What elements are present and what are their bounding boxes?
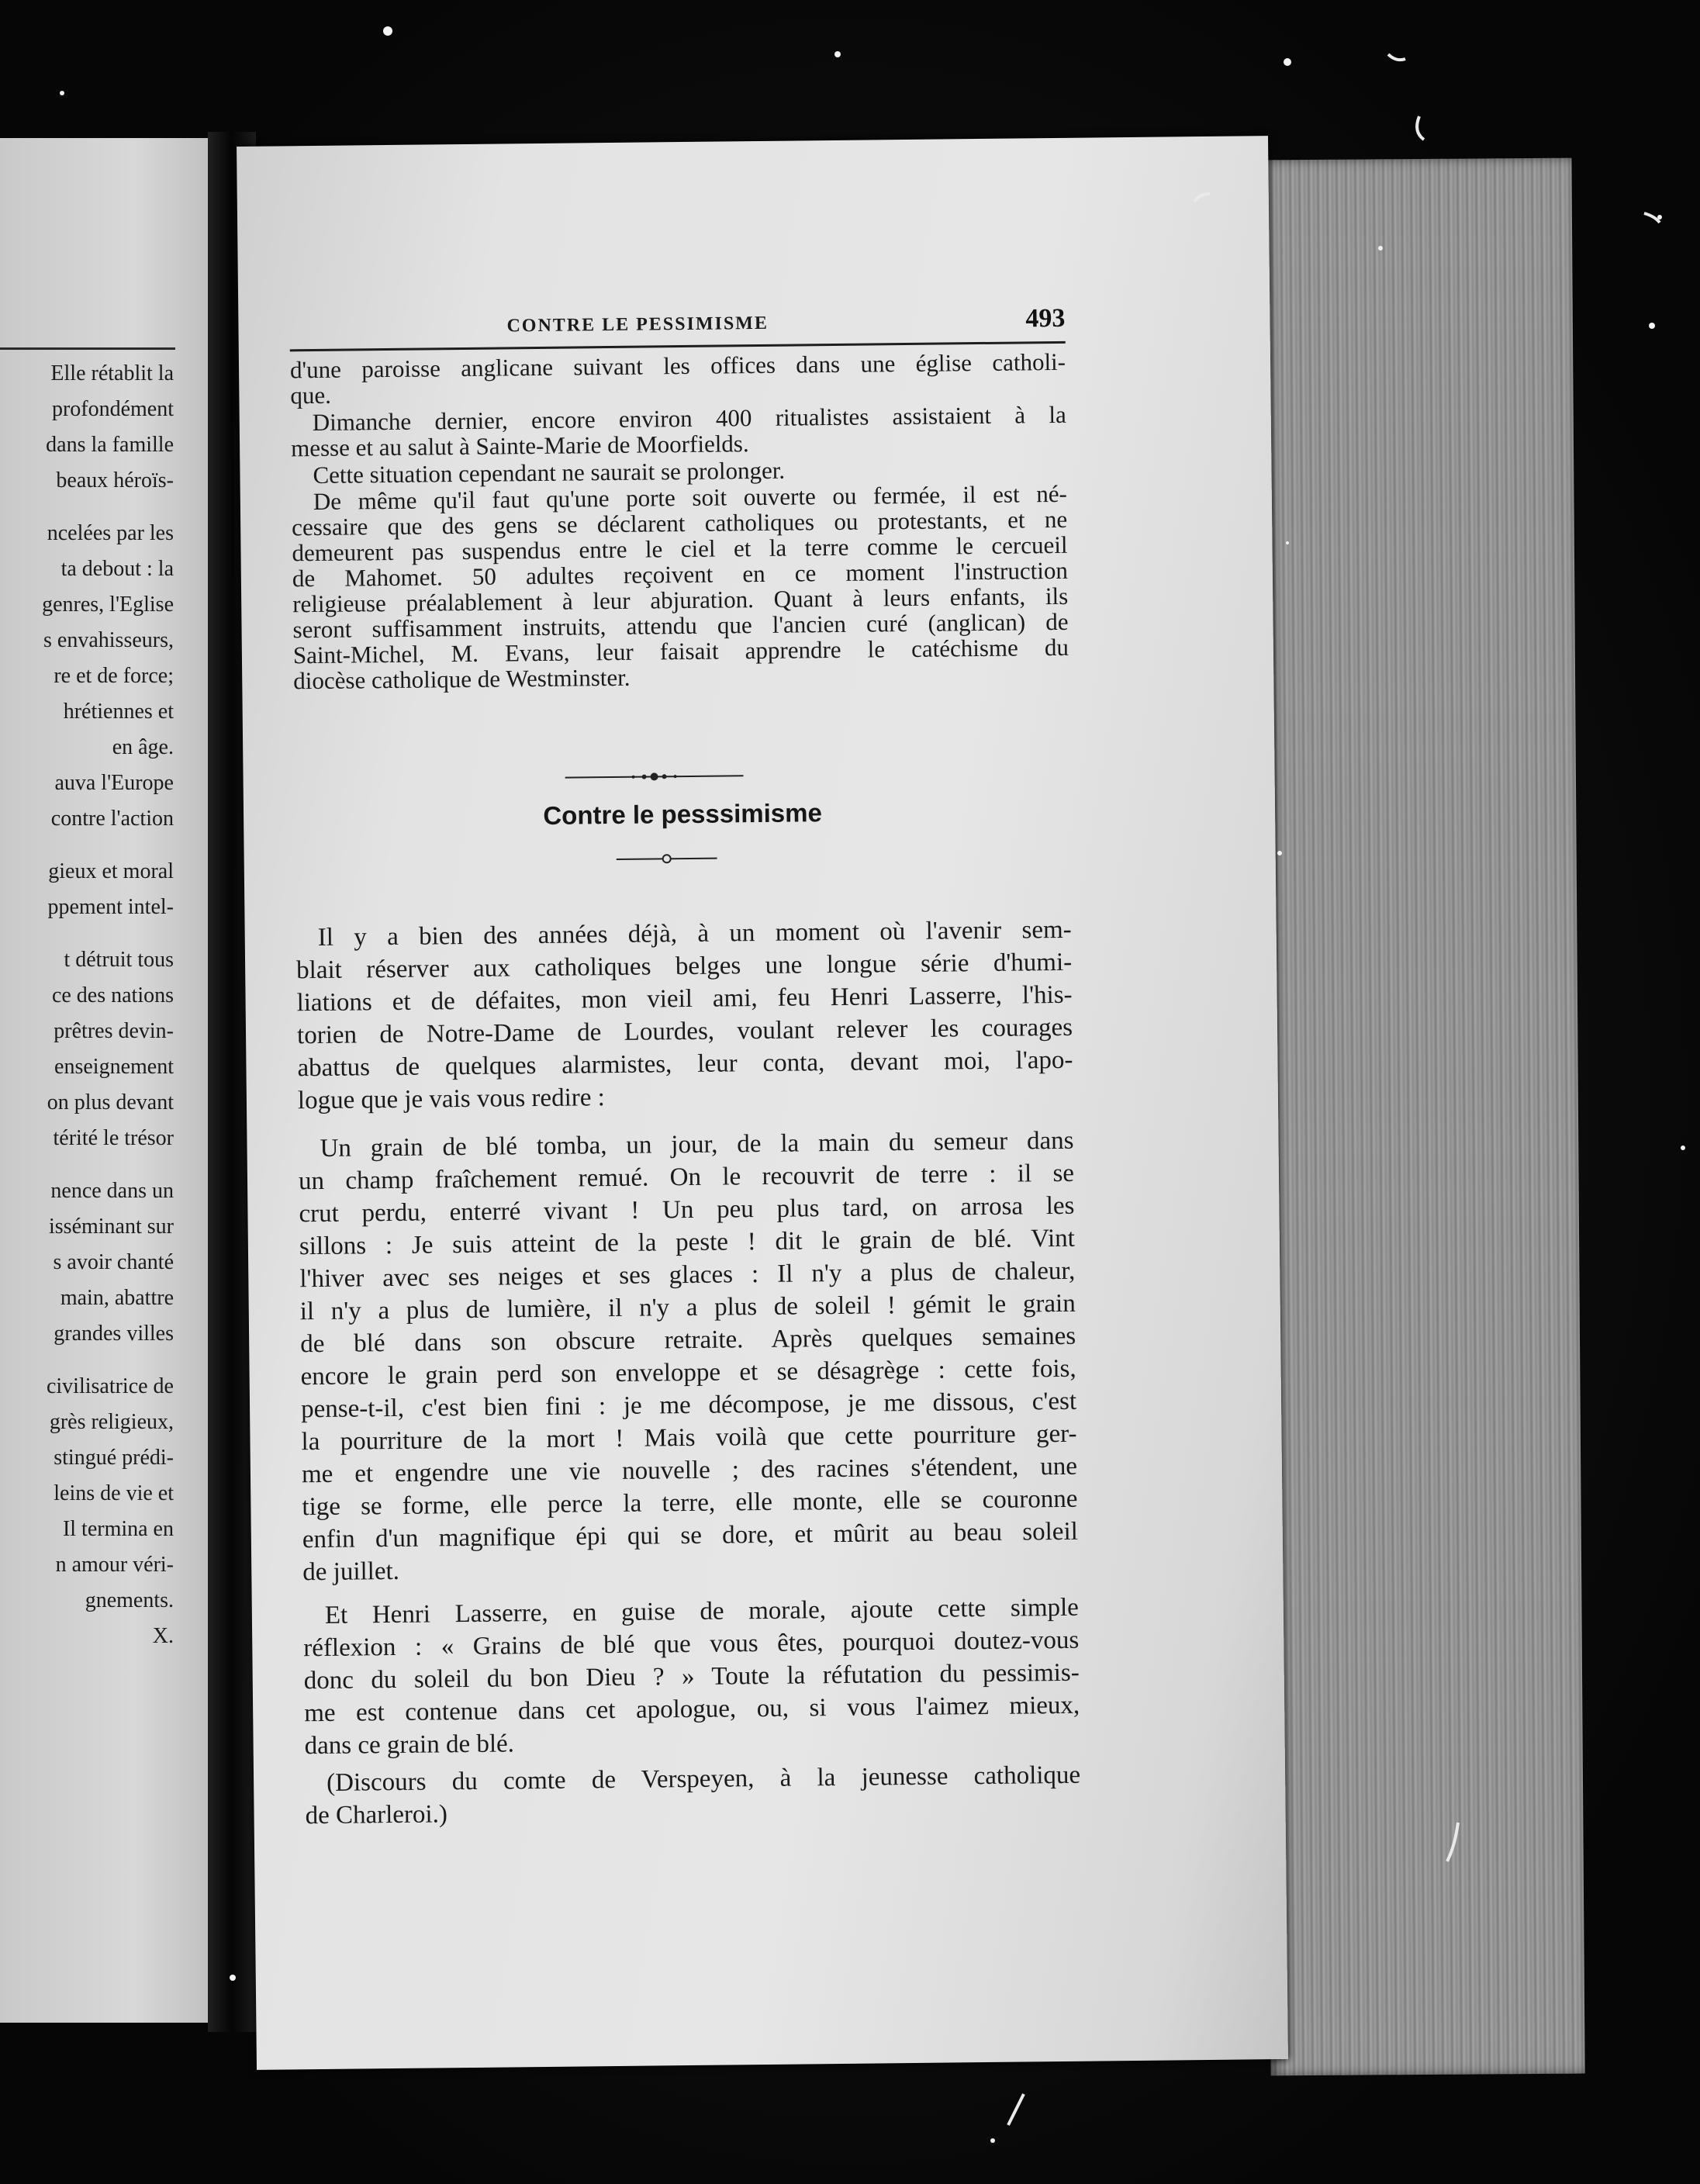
text-line: logue que je vais vous redire : [297,1083,605,1115]
left-text-line: contre l'action [50,807,174,831]
text-line: (Discours du comte de Verspeyen, à la jeunesse catholique [326,1761,1081,1797]
text-line: me est contenue dans cet apologue, ou, si vous l'aimez mieux, [304,1691,1080,1728]
left-text-line: main, abattre [60,1286,174,1310]
left-text-line: civilisatrice de [46,1374,174,1398]
text-line: encore le grain perd son enveloppe et se désagrège : cette fois, [300,1354,1076,1391]
text-line: sillons : Je suis atteint de la peste ! dit le grain de blé. Vint [299,1224,1076,1261]
text-line: donc du soleil du bon Dieu ? » Toute la réfutation du pessimis- [303,1658,1080,1695]
left-text-line: re et de force; [54,664,174,688]
left-text-line: auva l'Europe [54,771,174,795]
left-text-line: n amour véri- [55,1553,174,1577]
left-text-line: genres, l'Eglise [42,593,174,617]
left-text-line: gieux et moral [48,859,174,883]
text-line: d'une paroisse anglicane suivant les offices dans une église catholi- [289,347,1066,384]
left-text-line: beaux héroïs- [56,468,174,492]
text-line: diocèse catholique de Westminster. [293,663,631,695]
text-line: l'hiver avec ses neiges et ses glaces : Il n'y a plus de chaleur, [299,1256,1076,1294]
text-line: de Mahomet. 50 adultes reçoivent en ce moment l'instruction [292,556,1069,593]
left-text-line: Elle rétablit la [50,361,174,385]
left-text-line: stingué prédi- [54,1446,174,1470]
text-line: Saint-Michel, M. Evans, leur faisait apprendre le catéchisme du [292,633,1069,669]
text-line: Cette situation cependant ne saurait se prolonger. [313,456,786,489]
left-text-line: grès religieux, [49,1410,174,1434]
left-text-line: hrétiennes et [63,700,174,724]
text-line: messe et au salut à Sainte-Marie de Moorfields. [290,430,749,462]
left-text-line: ta debout : la [60,557,174,581]
text-line: Et Henri Lasserre, en guise de morale, ajoute cette simple [324,1593,1080,1629]
page-number: 493 [1025,303,1066,333]
text-line: Dimanche dernier, encore environ 400 ritualistes assistaient à la [312,400,1066,437]
text-line: torien de Notre-Dame de Lourdes, voulant relever les courages [296,1013,1073,1050]
text-line: me et engendre une vie nouvelle ; des racines s'étendent, une [301,1452,1078,1489]
text-line: de juillet. [302,1557,400,1587]
text-line: abattus de quelques alarmistes, leur conta, devant moi, l'apo- [297,1045,1073,1083]
text-line: dans ce grain de blé. [304,1730,515,1761]
text-line: demeurent pas suspendus entre le ciel et la terre comme le cercueil [292,530,1068,567]
text-line: De même qu'il faut qu'une porte soit ouverte ou fermée, il est né- [313,479,1067,516]
left-text-line: profondément [51,397,174,421]
left-text-line: nence dans un [50,1179,174,1203]
text-line: la pourriture de la mort ! Mais voilà que cette pourriture ger- [301,1419,1077,1457]
text-line: que. [290,381,332,410]
left-text-line: térité le trésor [53,1126,174,1150]
left-text-line: prêtres devin- [54,1019,174,1043]
left-text-line: grandes villes [54,1322,174,1346]
text-line: de blé dans son obscure retraite. Après quelques semaines [300,1322,1076,1359]
left-text-line: ce des nations [51,983,174,1007]
text-line: enfin d'un magnifique épi qui se dore, et mûrit au beau soleil [302,1517,1078,1554]
text-line: Il y a bien des années déjà, à un moment où l'avenir sem- [317,915,1072,952]
left-text-line: isséminant sur [49,1215,174,1239]
left-text-line: s envahisseurs, [43,628,174,652]
left-text-line: Il termina en [62,1517,174,1541]
left-text-line: en âge. [112,735,174,759]
text-line: un champ fraîchement remué. On le recouvrit de terre : il se [298,1159,1075,1196]
left-text-line: ppement intel- [47,895,174,919]
running-title: CONTRE LE PESSIMISME [506,313,769,337]
text-line: blait réserver aux catholiques belges une longue série d'humi- [295,948,1073,985]
text-line: seront suffisamment instruits, attendu que l'ancien curé (anglican) de [292,607,1069,644]
text-line: il n'y a plus de lumière, il n'y a plus de soleil ! gémit le grain [299,1289,1076,1326]
text-line: tige se forme, elle perce la terre, elle monte, elle se couronne [302,1484,1078,1522]
section-title: Contre le pesssimisme [543,798,823,830]
text-line: liations et de défaites, mon vieil ami, feu Henri Lasserre, l'his- [296,980,1073,1018]
left-text-line: t détruit tous [64,948,174,972]
left-text-line: s avoir chanté [53,1250,174,1274]
left-text-line: on plus devant [47,1090,174,1114]
left-text-line: X. [152,1624,174,1648]
left-text-line: enseignement [54,1055,174,1079]
left-text-line: gnements. [85,1588,174,1612]
left-text-line: ncelées par les [47,521,174,545]
left-text-line: leins de vie et [54,1481,174,1505]
text-line: pense-t-il, c'est bien fini : je me décompose, je me dissous, c'est [300,1387,1077,1424]
text-line: religieuse préalablement à leur abjuration. Quant à leurs enfants, ils [292,582,1069,618]
text-line: Un grain de blé tomba, un jour, de la main du semeur dans [320,1126,1074,1163]
text-line: de Charleroi.) [305,1800,448,1830]
text-line: réflexion : « Grains de blé que vous êtes, pourquoi doutez-vous [303,1626,1080,1663]
left-text-line: dans la famille [46,433,174,457]
text-line: crut perdu, enterré vivant ! Un peu plus tard, on arrosa les [299,1191,1075,1228]
text-line: cessaire que des gens se déclarent catholiques ou protestants, et ne [292,505,1068,541]
